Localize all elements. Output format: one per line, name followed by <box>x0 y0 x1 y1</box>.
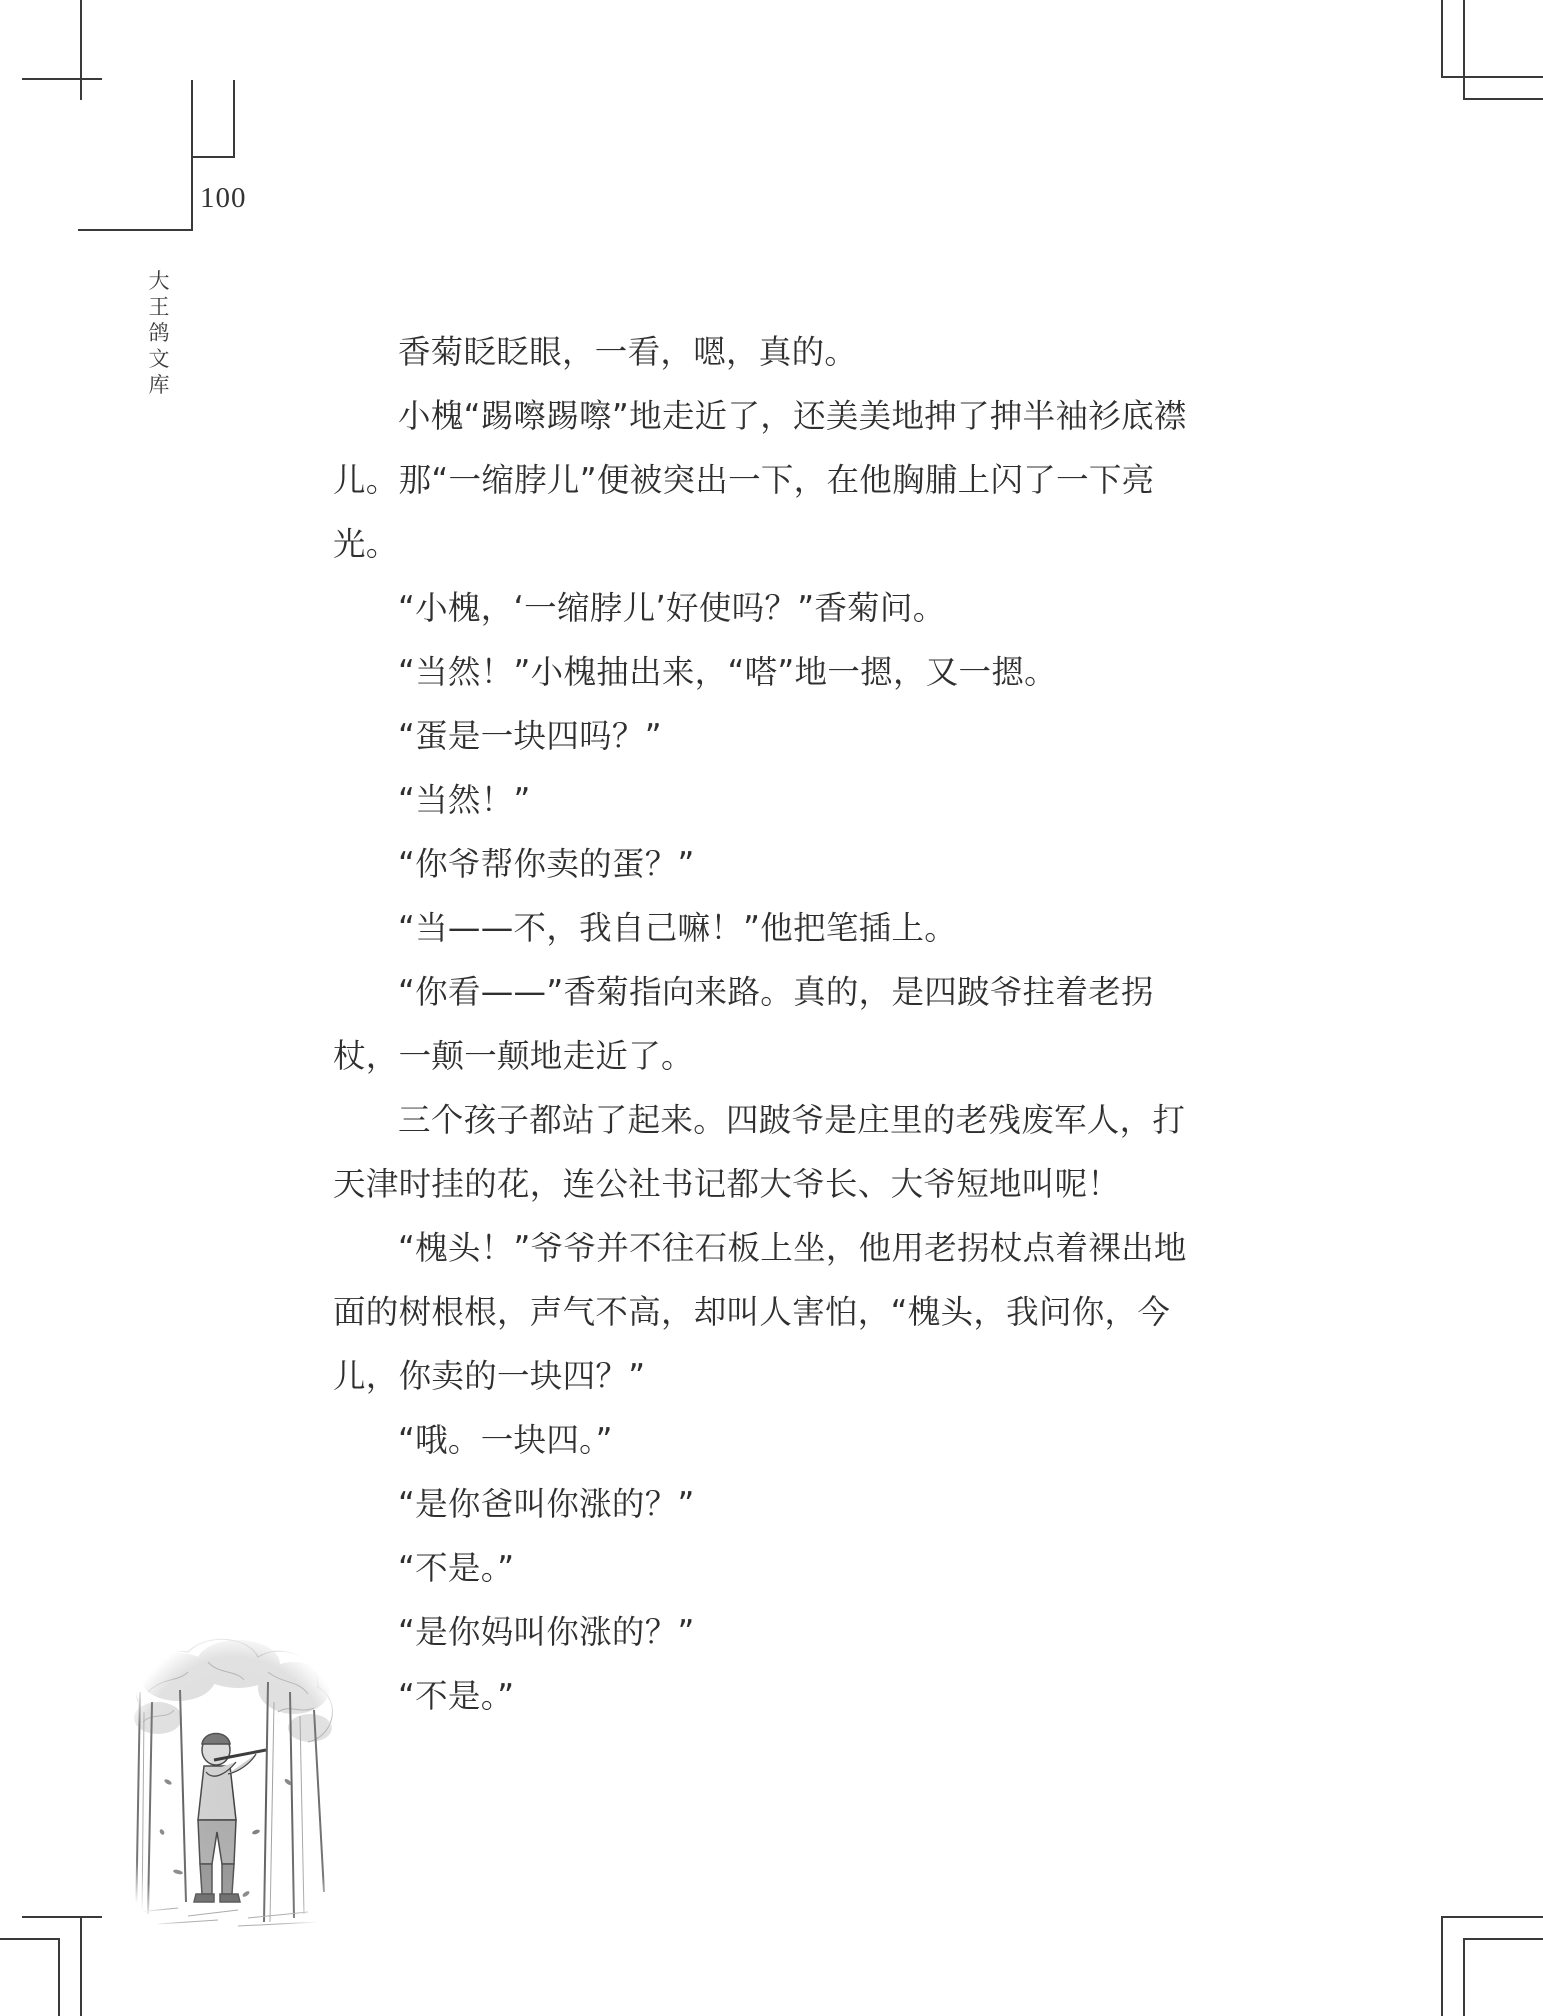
paragraph: “你爷帮你卖的蛋？” <box>398 845 695 883</box>
boy-playing-flute-in-forest-icon <box>118 1632 350 1932</box>
series-title: 大王鸽文库 <box>148 269 170 397</box>
crop-mark-top-left-h <box>22 78 102 80</box>
paragraph: “哦。一块四。” <box>398 1421 613 1459</box>
crop-mark-top-right-h <box>1463 98 1543 100</box>
paragraph: “当——不，我自己嘛！”他把笔插上。 <box>398 909 958 947</box>
paragraph: “小槐，‘一缩脖儿’好使吗？”香菊问。 <box>398 589 946 627</box>
crop-mark-top-left-v2 <box>191 80 193 158</box>
paragraph: “当然！” <box>398 781 531 819</box>
crop-mark-bottom-right-v2 <box>1463 1938 1465 2016</box>
paragraph: “不是。” <box>398 1549 515 1587</box>
crop-mark-top-right-h2 <box>1441 76 1543 78</box>
crop-mark-bottom-left-h <box>22 1916 102 1918</box>
crop-mark-page-base <box>78 229 193 231</box>
crop-mark-bottom-right-v <box>1441 1916 1443 2016</box>
page-number: 100 <box>200 182 247 214</box>
body-text <box>333 320 1193 1728</box>
crop-mark-top-left-v <box>80 0 82 100</box>
paragraph: “不是。” <box>398 1677 515 1715</box>
paragraph: “是你妈叫你涨的？” <box>398 1613 695 1651</box>
paragraph: 香菊眨眨眼，一看，嗯，真的。 <box>398 333 858 371</box>
crop-mark-bottom-left-v2 <box>58 1938 60 2016</box>
crop-mark-bottom-left-h2 <box>0 1938 60 1940</box>
paragraph: 小槐“踢嚓踢嚓”地走近了，还美美地抻了抻半袖衫底襟儿。那“一缩脖儿”便被突出一下，在他胸脯上闪了一下亮光。 <box>333 397 1187 563</box>
crop-mark-top-left-v3 <box>233 80 235 158</box>
crop-mark-top-right-v <box>1441 0 1443 76</box>
crop-mark-page-v <box>191 156 193 230</box>
crop-mark-bottom-right-h <box>1441 1916 1543 1918</box>
paragraph: “蛋是一块四吗？” <box>398 717 662 755</box>
paragraph: 三个孩子都站了起来。四跛爷是庄里的老残废军人，打天津时挂的花，连公社书记都大爷长、大爷短地叫呢！ <box>333 1101 1186 1203</box>
crop-mark-bottom-right-h2 <box>1463 1938 1543 1940</box>
paragraph: “是你爸叫你涨的？” <box>398 1485 695 1523</box>
crop-mark-page-h <box>191 156 235 158</box>
paragraph: “槐头！”爷爷并不往石板上坐，他用老拐杖点着裸出地面的树根根，声气不高，却叫人害怕，“槐头，我问你，今儿，你卖的一块四？” <box>333 1229 1187 1395</box>
crop-mark-top-right-v2 <box>1463 0 1465 100</box>
paragraph: “当然！”小槐抽出来，“嗒”地一摁，又一摁。 <box>398 653 1057 691</box>
crop-mark-bottom-left-v <box>80 1916 82 2016</box>
paragraph: “你看——”香菊指向来路。真的，是四跛爷拄着老拐杖，一颠一颠地走近了。 <box>333 973 1154 1075</box>
